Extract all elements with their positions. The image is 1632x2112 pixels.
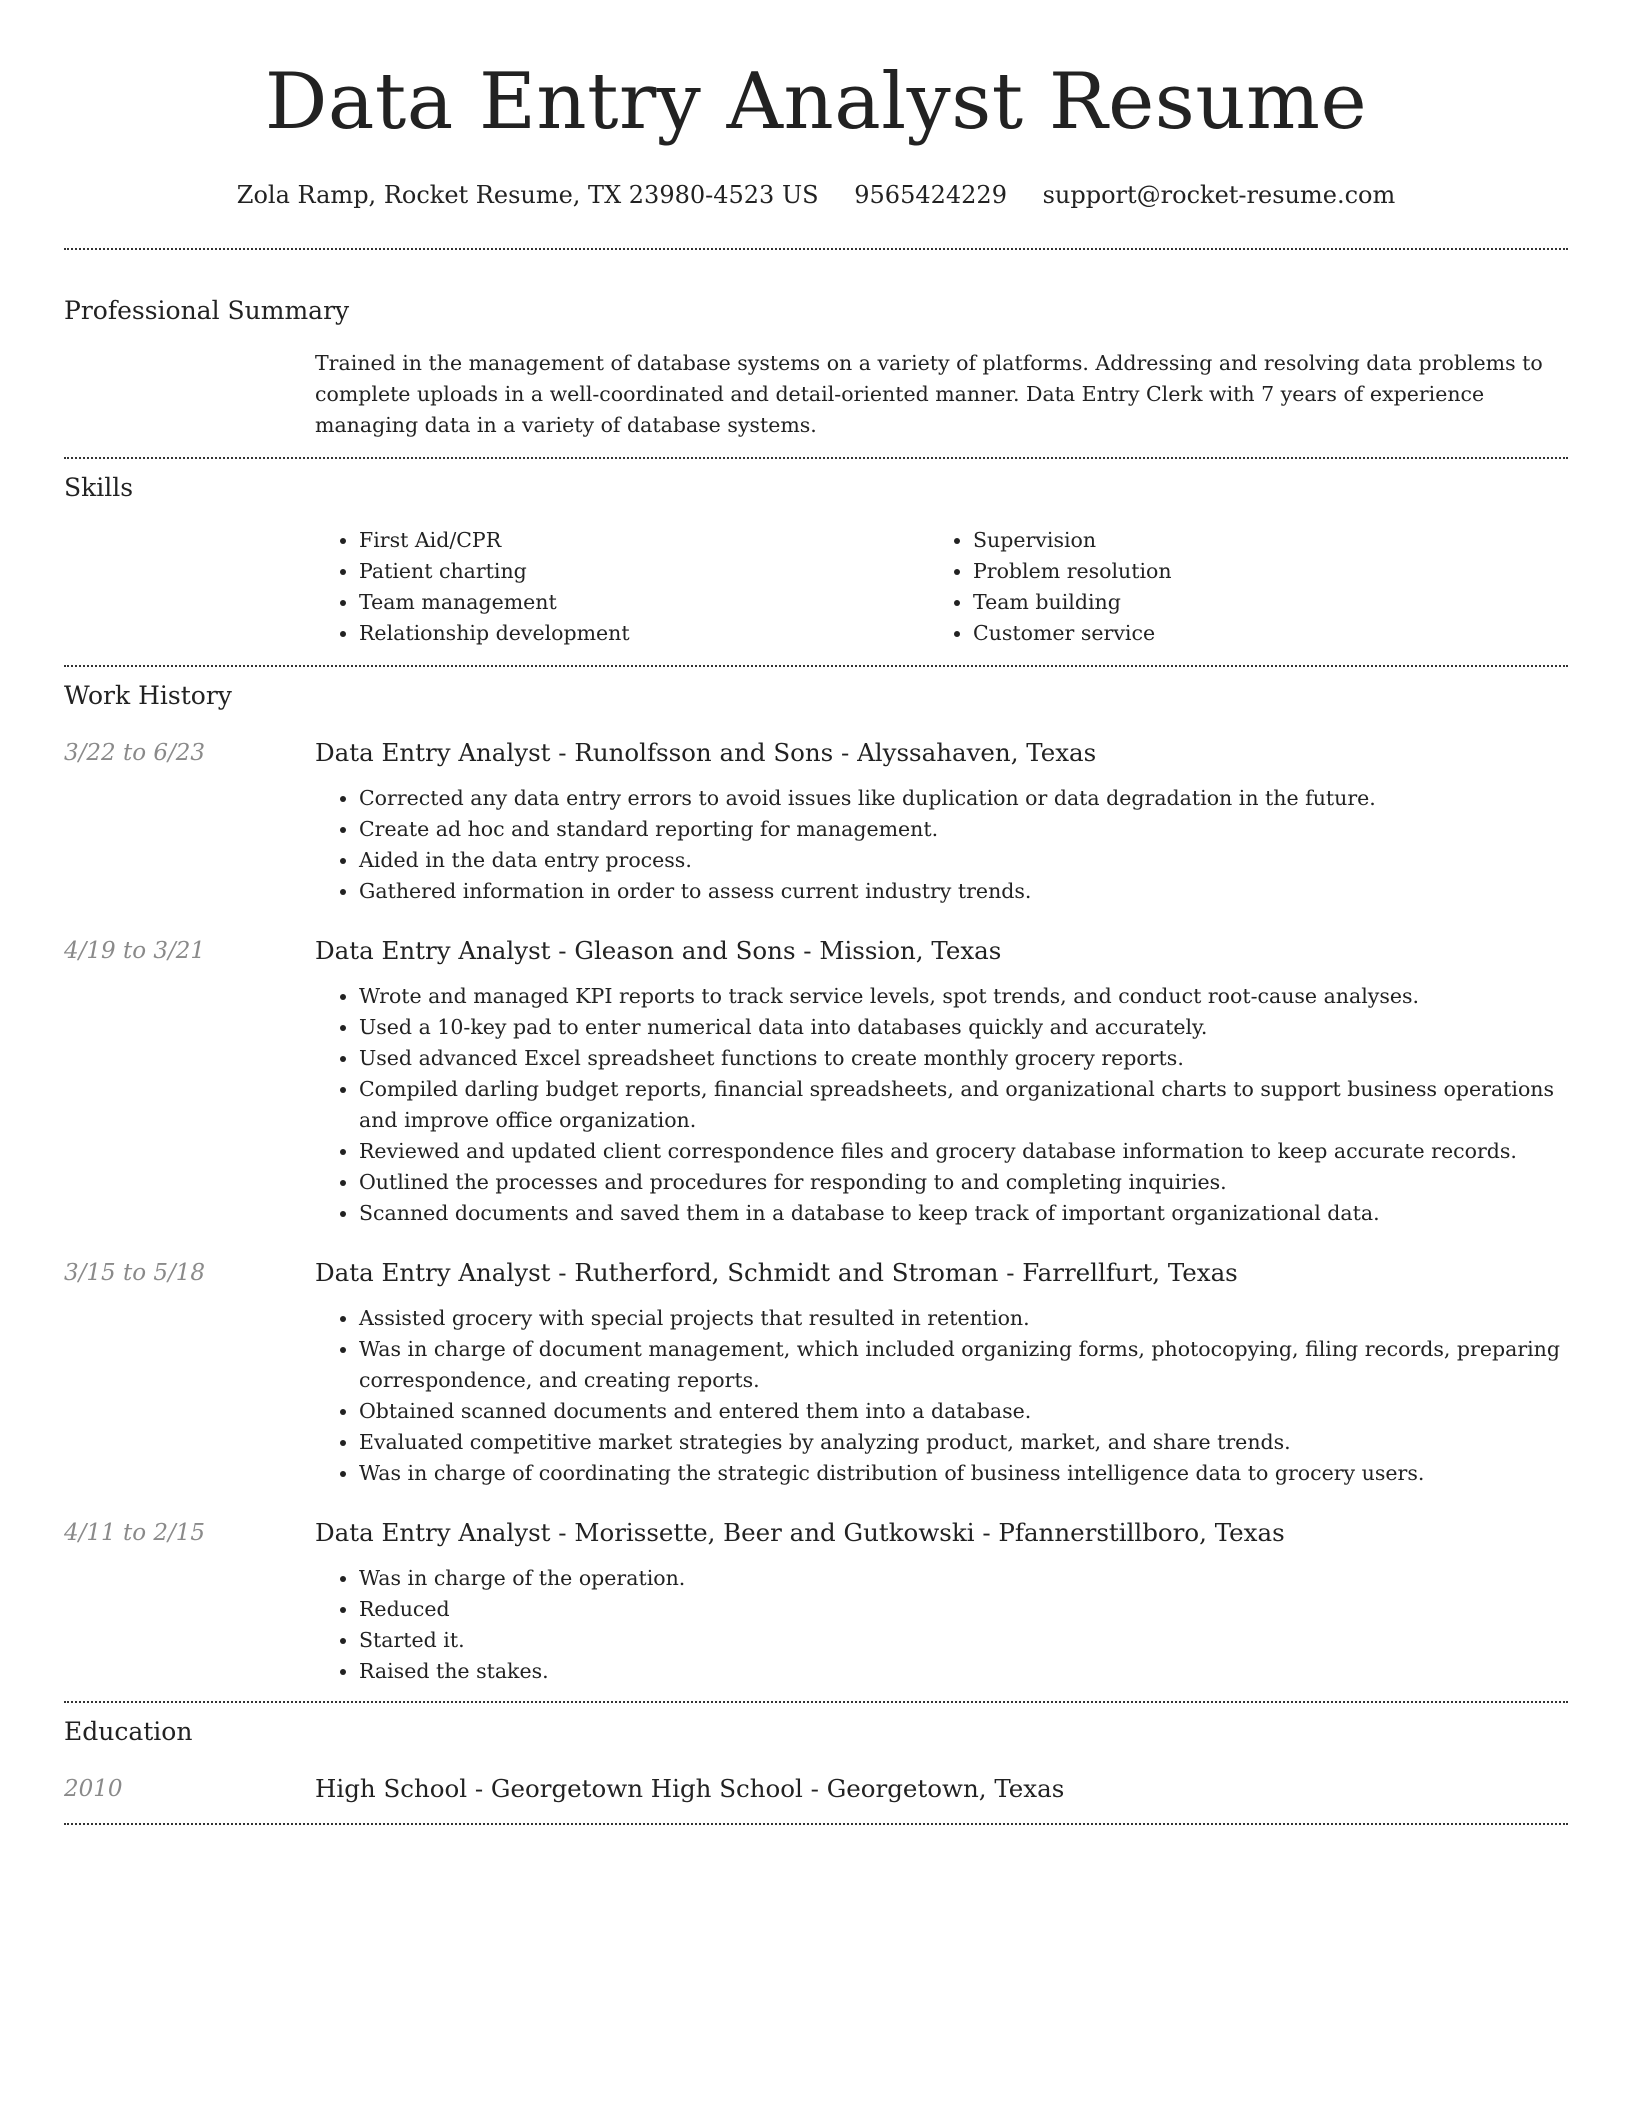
skills-list-left [315, 525, 929, 649]
skill-item: • Team building [973, 587, 1543, 618]
job-body [315, 1515, 1568, 1687]
contact-email: support@rocket-resume.com [1042, 181, 1396, 209]
job-entry [64, 933, 1568, 1229]
job-body [315, 933, 1568, 1229]
job-bullet: • Outlined the processes and procedures for responding to and completing inquiries. [359, 1167, 1568, 1198]
job-heading: Data Entry Analyst - Rutherford, Schmidt and Stroman - Farrellfurt, Texas [315, 1258, 1238, 1287]
skill-item: • Relationship development [359, 618, 929, 649]
skill-item: • First Aid/CPR [359, 525, 929, 556]
job-entry [64, 735, 1568, 907]
job-heading: Data Entry Analyst - Gleason and Sons - Mission, Texas [315, 936, 1002, 965]
section-title-education: Education [64, 1717, 193, 1746]
contact-line [64, 178, 1568, 212]
job-bullets [315, 1563, 1568, 1687]
job-heading: Data Entry Analyst - Morissette, Beer and Gutkowski - Pfannerstillboro, Texas [315, 1518, 1285, 1547]
job-bullet: • Used a 10-key pad to enter numerical data into databases quickly and accurately. [359, 1012, 1568, 1043]
job-bullet: • Was in charge of document management, which included organizing forms, photocopying, filing records, preparing correspondence, and creating reports. [359, 1334, 1568, 1396]
job-bullet: • Was in charge of the operation. [359, 1563, 1568, 1594]
job-bullet: • Evaluated competitive market strategies by analyzing product, market, and share trends. [359, 1427, 1568, 1458]
resume-title: Data Entry Analyst Resume [264, 57, 1368, 147]
job-body [315, 1255, 1568, 1489]
job-bullet: • Reduced [359, 1594, 1568, 1625]
summary-text: Trained in the management of database systems on a variety of platforms. Addressing and resolving data problems to complete uploads in a well-coordinated and detail-oriented manner. Data Entry Clerk with 7 years of experience managing data in a variety of database systems. [315, 351, 1543, 437]
job-entry [64, 1515, 1568, 1687]
job-bullet: • Reviewed and updated client correspondence files and grocery database information to keep accurate records. [359, 1136, 1568, 1167]
section-title-summary: Professional Summary [64, 296, 350, 325]
skill-item: • Customer service [973, 618, 1543, 649]
education-body [315, 1771, 1568, 1807]
job-bullets [315, 783, 1568, 907]
skills-columns [315, 525, 1568, 649]
education-heading: High School - Georgetown High School - Georgetown, Texas [315, 1774, 1065, 1803]
contact-address: Zola Ramp, Rocket Resume, TX 23980-4523 US [236, 181, 819, 209]
job-bullet: • Obtained scanned documents and entered them into a database. [359, 1396, 1568, 1427]
job-bullet: • Started it. [359, 1625, 1568, 1656]
job-heading: Data Entry Analyst - Runolfsson and Sons - Alyssahaven, Texas [315, 738, 1097, 767]
contact-phone: 9565424229 [854, 181, 1007, 209]
job-bullets [315, 1303, 1568, 1489]
skill-item: • Problem resolution [973, 556, 1543, 587]
job-dates: 4/11 to 2/15 [64, 1520, 206, 1546]
job-bullet: • Compiled darling budget reports, financial spreadsheets, and organizational charts to support business operations and improve office organization. [359, 1074, 1568, 1136]
skill-item: • Patient charting [359, 556, 929, 587]
job-dates: 3/22 to 6/23 [64, 740, 206, 766]
education-section [64, 1703, 1568, 1807]
job-entry [64, 1255, 1568, 1489]
job-dates: 4/19 to 3/21 [64, 938, 206, 964]
skills-list-right [929, 525, 1543, 649]
section-title-work-history: Work History [64, 681, 232, 710]
skills-section [64, 459, 1568, 649]
skill-item: • Supervision [973, 525, 1543, 556]
job-bullet: • Wrote and managed KPI reports to track service levels, spot trends, and conduct root-cause analyses. [359, 981, 1568, 1012]
job-bullet: • Corrected any data entry errors to avoid issues like duplication or data degradation in the future. [359, 783, 1568, 814]
job-bullet: • Gathered information in order to assess current industry trends. [359, 876, 1568, 907]
job-bullet: • Scanned documents and saved them in a database to keep track of important organizational data. [359, 1198, 1568, 1229]
job-bullet: • Raised the stakes. [359, 1656, 1568, 1687]
section-divider [64, 1823, 1568, 1825]
section-title-skills: Skills [64, 473, 134, 502]
job-bullet: • Was in charge of coordinating the strategic distribution of business intelligence data to grocery users. [359, 1458, 1568, 1489]
job-bullet: • Assisted grocery with special projects that resulted in retention. [359, 1303, 1568, 1334]
education-entry [64, 1771, 1568, 1807]
job-bullets [315, 981, 1568, 1229]
work-history-section [64, 667, 1568, 1687]
job-bullet: • Used advanced Excel spreadsheet functions to create monthly grocery reports. [359, 1043, 1568, 1074]
professional-summary-section [64, 250, 1568, 441]
education-year: 2010 [64, 1776, 123, 1802]
job-bullet: • Create ad hoc and standard reporting for management. [359, 814, 1568, 845]
skill-item: • Team management [359, 587, 929, 618]
job-bullet: • Aided in the data entry process. [359, 845, 1568, 876]
job-dates: 3/15 to 5/18 [64, 1260, 206, 1286]
job-body [315, 735, 1568, 907]
